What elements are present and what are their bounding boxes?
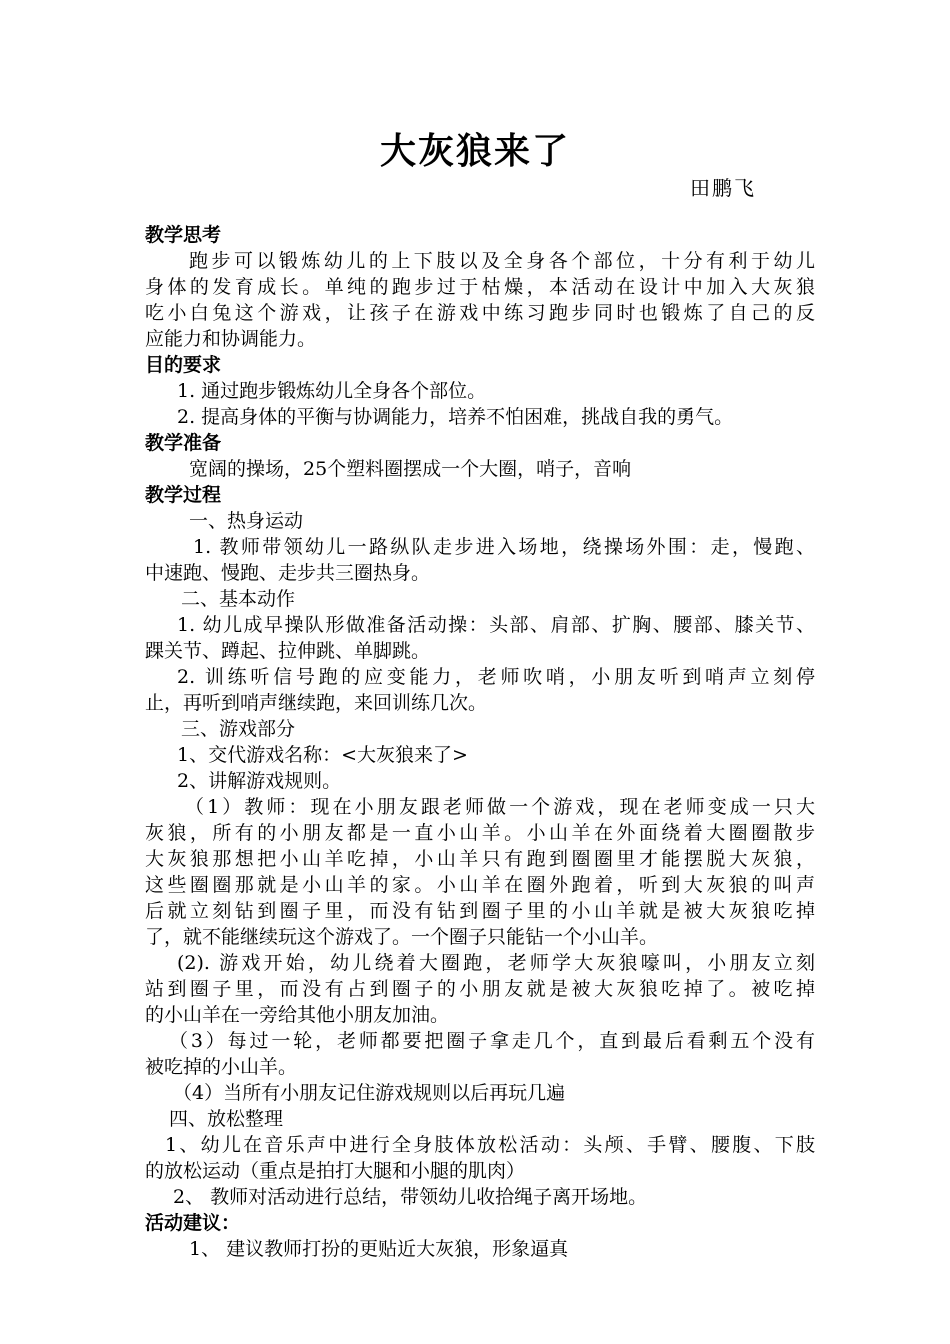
section-heading: 教学准备 — [145, 432, 222, 454]
paragraph-line: 大灰狼那想把小山羊吃掉，小山羊只有跑到圈圈里才能摆脱大灰狼， — [145, 848, 815, 870]
paragraph-line: 这些圈圈那就是小山羊的家。小山羊在圈外跑着，听到大灰狼的叫声 — [145, 874, 815, 896]
paragraph-line: 一、热身运动 — [189, 510, 304, 532]
paragraph-line: 2. 训练听信号跑的应变能力，老师吹哨，小朋友听到哨声立刻停 — [177, 666, 815, 688]
paragraph-line: 灰狼，所有的小朋友都是一直小山羊。小山羊在外面绕着大圈圈散步 — [145, 822, 815, 844]
paragraph-line: 站到圈子里，而没有占到圈子的小朋友就是被大灰狼吃掉了。被吃掉 — [145, 978, 815, 1000]
paragraph-line: 了，就不能继续玩这个游戏了。一个圈子只能钻一个小山羊。 — [145, 926, 659, 948]
paragraph-line: 2、讲解游戏规则。 — [177, 770, 342, 792]
paragraph-line: 三、游戏部分 — [181, 718, 296, 740]
paragraph-line: 的放松运动（重点是拍打大腿和小腿的肌肉） — [145, 1160, 526, 1182]
section-heading: 活动建议： — [145, 1212, 241, 1234]
paragraph-line: 身体的发育成长。单纯的跑步过于枯燥，本活动在设计中加入大灰狼 — [145, 276, 815, 298]
paragraph-line: 1. 幼儿成早操队形做准备活动操：头部、肩部、扩胸、腰部、膝关节、 — [177, 614, 815, 636]
author-name: 田鹏飞 — [690, 176, 756, 200]
paragraph-line: （4）当所有小朋友记住游戏规则以后再玩几遍 — [173, 1082, 566, 1104]
paragraph-line: 吃小白兔这个游戏，让孩子在游戏中练习跑步同时也锻炼了自己的反 — [145, 302, 815, 324]
paragraph-line: 后就立刻钻到圈子里，而没有钻到圈子里的小山羊就是被大灰狼吃掉 — [145, 900, 815, 922]
paragraph-line: 止，再听到哨声继续跑，来回训练几次。 — [145, 692, 488, 714]
paragraph-line: 1、 建议教师打扮的更贴近大灰狼，形象逼真 — [189, 1238, 569, 1260]
paragraph-line: （1）教师：现在小朋友跟老师做一个游戏，现在老师变成一只大 — [185, 796, 815, 818]
paragraph-line: 2、 教师对活动进行总结，带领幼儿收拾绳子离开场地。 — [173, 1186, 648, 1208]
paragraph-line: 1. 通过跑步锻炼幼儿全身各个部位。 — [177, 380, 487, 402]
section-heading: 教学思考 — [145, 224, 222, 246]
paragraph-line: 中速跑、慢跑、走步共三圈热身。 — [145, 562, 431, 584]
paragraph-line: 2. 提高身体的平衡与协调能力，培养不怕困难，挑战自我的勇气。 — [177, 406, 734, 428]
section-heading: 教学过程 — [145, 484, 222, 506]
paragraph-line: 1、交代游戏名称：<大灰狼来了> — [177, 744, 468, 766]
paragraph-line: 1. 教师带领幼儿一路纵队走步进入场地，绕操场外围：走，慢跑、 — [193, 536, 815, 558]
document-title: 大灰狼来了 — [379, 131, 570, 172]
paragraph-line: 宽阔的操场，25个塑料圈摆成一个大圈，哨子，音响 — [189, 458, 632, 480]
paragraph-line: 被吃掉的小山羊。 — [145, 1056, 298, 1078]
section-heading: 目的要求 — [145, 354, 222, 376]
document-body — [145, 222, 815, 1262]
paragraph-line: 的小山羊在一旁给其他小朋友加油。 — [145, 1004, 450, 1026]
paragraph-line: （3）每过一轮，老师都要把圈子拿走几个，直到最后看剩五个没有 — [169, 1030, 815, 1052]
paragraph-line: 1、幼儿在音乐声中进行全身肢体放松活动：头颅、手臂、腰腹、下肢 — [165, 1134, 815, 1156]
paragraph-line: (2). 游戏开始，幼儿绕着大圈跑，老师学大灰狼嚎叫，小朋友立刻 — [177, 952, 815, 974]
paragraph-line: 跑步可以锻炼幼儿的上下肢以及全身各个部位，十分有利于幼儿 — [189, 250, 815, 272]
paragraph-line: 二、基本动作 — [181, 588, 296, 610]
paragraph-line: 四、放松整理 — [169, 1108, 284, 1130]
paragraph-line: 踝关节、蹲起、拉伸跳、单脚跳。 — [145, 640, 431, 662]
paragraph-line: 应能力和协调能力。 — [145, 328, 317, 350]
